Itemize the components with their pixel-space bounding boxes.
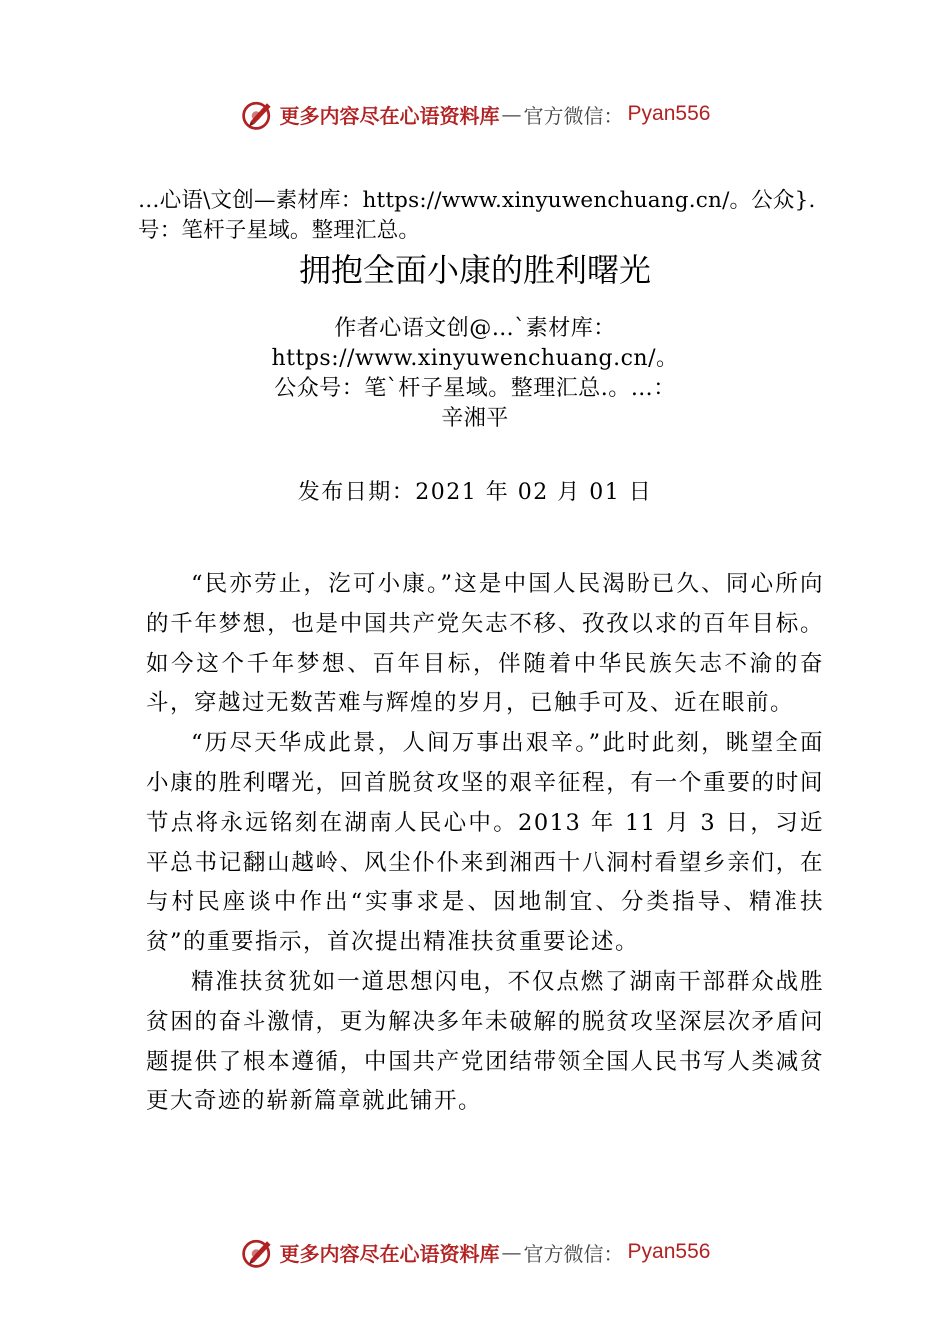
article-body [146, 565, 824, 1122]
watermark-header [0, 92, 950, 136]
watermark-label: 官方微信： [523, 1241, 624, 1266]
page-title: 拥抱全面小康的胜利曙光 [298, 251, 651, 289]
watermark-text: 更多内容尽在心语资料库 [279, 103, 500, 128]
author-line: 作者心语文创@…`素材库：https://www.xinyuwenchuang.cn/。公众号：笔`杆子星域。整理汇总.。…：辛湘平 [271, 316, 679, 431]
watermark-id: Pyan556 [627, 102, 711, 125]
watermark-label: 官方微信： [523, 103, 624, 128]
watermark-id: Pyan556 [627, 1240, 711, 1263]
pen-logo-icon [240, 96, 276, 132]
watermark-footer [0, 1230, 950, 1274]
source-note: …心语\文创—素材库：https://www.xinyuwenchuang.cn/。公众}.号：笔杆子星域。整理汇总。 [138, 188, 816, 243]
pen-logo-icon [240, 1234, 276, 1270]
watermark-separator: — [501, 1240, 522, 1264]
paragraph: 精准扶贫犹如一道思想闪电，不仅点燃了湖南干部群众战胜贫困的奋斗激情，更为解决多年未破解的脱贫攻坚深层次矛盾问题提供了根本遵循，中国共产党团结带领全国人民书写人类减贫更大奇迹的崭新篇章就此铺开。 [146, 968, 824, 1115]
watermark-separator: — [501, 102, 522, 126]
paragraph: “历尽天华成此景，人间万事出艰辛。”此时此刻，眺望全面小康的胜利曙光，回首脱贫攻坚的艰辛征程，有一个重要的时间节点将永远铭刻在湖南人民心中。2013 年 11 月 3 日，习近平总书记翻山越岭、风尘仆仆来到湘西十八洞村看望乡亲们，在与村民座谈中作出“实事求是、因地制宜、分类指导、精准扶贫”的重要指示，首次提出精准扶贫重要论述。 [146, 730, 824, 956]
publish-date: 发布日期：2021 年 02 月 01 日 [297, 480, 653, 505]
watermark-text: 更多内容尽在心语资料库 [279, 1241, 500, 1266]
paragraph: “民亦劳止，汔可小康。”这是中国人民渴盼已久、同心所向的千年梦想，也是中国共产党矢志不移、孜孜以求的百年目标。如今这个千年梦想、百年目标，伴随着中华民族矢志不渝的奋斗，穿越过无数苦难与辉煌的岁月，已触手可及、近在眼前。 [146, 571, 824, 717]
